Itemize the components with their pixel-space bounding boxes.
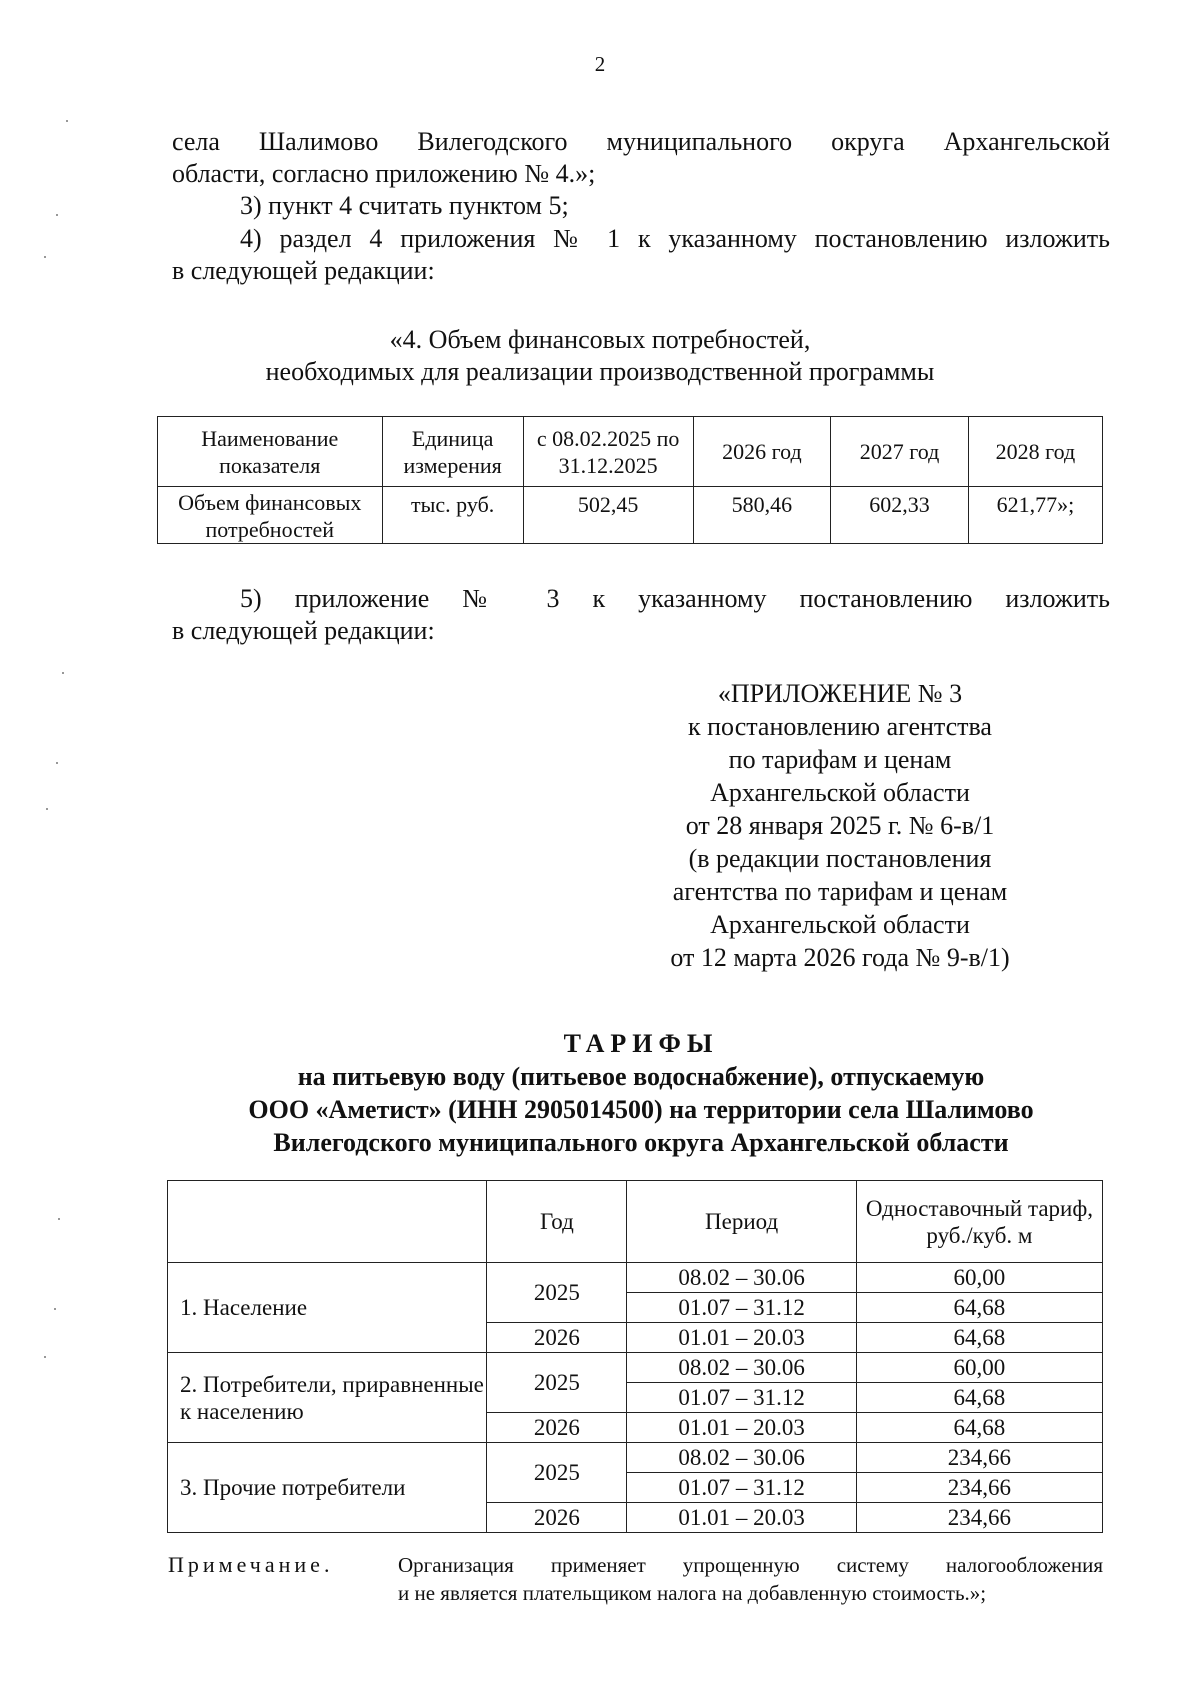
appendix-line: от 28 января 2025 г. № 6-в/1	[685, 811, 995, 840]
item-4-line-1: 4) раздел 4 приложения № 1 к указанному постановлению изложить	[240, 224, 1110, 253]
tariffs-title: ТАРИФЫ	[563, 1029, 719, 1058]
row-cell: тыс. руб.	[382, 487, 523, 544]
scan-mark	[44, 256, 46, 258]
year-cell: 2026	[487, 1413, 627, 1443]
header-cell: Единица измерения	[382, 417, 523, 487]
scan-mark	[56, 762, 58, 764]
appendix-line: к постановлению агентства	[688, 712, 992, 741]
row-cell: 602,33	[831, 487, 969, 544]
period-cell: 01.07 – 31.12	[627, 1293, 856, 1323]
header-cell: Период	[627, 1181, 856, 1263]
header-cell: 2026 год	[693, 417, 831, 487]
scan-mark	[44, 1356, 46, 1358]
section4-title-line-2: необходимых для реализации производственной программы	[265, 357, 935, 386]
intro-line-1: села Шалимово Вилегодского муниципального округа Архангельской	[172, 127, 1110, 156]
scan-mark	[46, 808, 48, 810]
header-cell: 2027 год	[831, 417, 969, 487]
period-cell: 08.02 – 30.06	[627, 1263, 856, 1293]
year-cell: 2025	[487, 1353, 627, 1413]
appendix-line: Архангельской области	[710, 778, 970, 807]
tariff-cell: 64,68	[856, 1413, 1102, 1443]
tariffs-table	[167, 1180, 1103, 1533]
table-row	[168, 1443, 1103, 1473]
category-cell: 2. Потребители, приравненные к населению	[168, 1353, 487, 1443]
appendix-line: «ПРИЛОЖЕНИЕ № 3	[717, 679, 963, 708]
period-cell: 01.07 – 31.12	[627, 1383, 856, 1413]
period-cell: 08.02 – 30.06	[627, 1443, 856, 1473]
row-cell: 580,46	[693, 487, 831, 544]
year-cell: 2025	[487, 1263, 627, 1323]
tariffs-subtitle-line-3: Вилегодского муниципального округа Архангельской области	[273, 1128, 1009, 1157]
period-cell: 01.01 – 20.03	[627, 1503, 856, 1533]
appendix-line: Архангельской области	[710, 910, 970, 939]
appendix-line: по тарифам и ценам	[728, 745, 952, 774]
table-row	[168, 1353, 1103, 1383]
note-line-1: Организация применяет упрощенную систему налогообложения	[398, 1553, 1103, 1577]
scan-mark	[54, 1308, 56, 1310]
intro-line-2: области, согласно приложению № 4.»;	[172, 159, 596, 188]
header-cell: Одноставочный тариф, руб./куб. м	[856, 1181, 1102, 1263]
period-cell: 01.01 – 20.03	[627, 1323, 856, 1353]
tariff-cell: 234,66	[856, 1443, 1102, 1473]
page-number: 2	[594, 52, 606, 76]
category-cell: 1. Население	[168, 1263, 487, 1353]
header-cell: с 08.02.2025 по 31.12.2025	[523, 417, 693, 487]
period-cell: 01.01 – 20.03	[627, 1413, 856, 1443]
tariff-cell: 234,66	[856, 1473, 1102, 1503]
period-cell: 08.02 – 30.06	[627, 1353, 856, 1383]
section4-title-line-1: «4. Объем финансовых потребностей,	[389, 325, 811, 354]
header-cell: Год	[487, 1181, 627, 1263]
scan-mark	[58, 1218, 60, 1220]
note-line-2: и не является плательщиком налога на добавленную стоимость.»;	[398, 1581, 987, 1605]
row-cell: Объем финансовых потребностей	[158, 487, 383, 544]
row-cell: 502,45	[523, 487, 693, 544]
financial-needs-table	[157, 416, 1103, 544]
header-cell: 2028 год	[968, 417, 1102, 487]
tariff-cell: 64,68	[856, 1293, 1102, 1323]
item-3: 3) пункт 4 считать пунктом 5;	[240, 191, 569, 220]
table-row	[168, 1263, 1103, 1293]
tariff-cell: 60,00	[856, 1263, 1102, 1293]
scan-mark	[56, 214, 58, 216]
tariff-cell: 64,68	[856, 1323, 1102, 1353]
table-header-row	[158, 417, 1103, 487]
appendix-line: от 12 марта 2026 года № 9-в/1)	[670, 943, 1010, 972]
tariffs-subtitle-line-1: на питьевую воду (питьевое водоснабжение), отпускаемую	[297, 1062, 985, 1091]
year-cell: 2026	[487, 1323, 627, 1353]
row-cell: 621,77»;	[968, 487, 1102, 544]
header-cell	[168, 1181, 487, 1263]
scan-mark	[66, 120, 68, 122]
table-row	[158, 487, 1103, 544]
tariff-cell: 234,66	[856, 1503, 1102, 1533]
year-cell: 2025	[487, 1443, 627, 1503]
item-5-line-2: в следующей редакции:	[172, 616, 435, 645]
header-cell: Наименование показателя	[158, 417, 383, 487]
item-4-line-2: в следующей редакции:	[172, 256, 435, 285]
table-header-row	[168, 1181, 1103, 1263]
category-cell: 3. Прочие потребители	[168, 1443, 487, 1533]
item-5-line-1: 5) приложение № 3 к указанному постановлению изложить	[240, 584, 1110, 613]
tariff-cell: 64,68	[856, 1383, 1102, 1413]
appendix-line: агентства по тарифам и ценам	[672, 877, 1008, 906]
appendix-line: (в редакции постановления	[688, 844, 992, 873]
year-cell: 2026	[487, 1503, 627, 1533]
period-cell: 01.07 – 31.12	[627, 1473, 856, 1503]
scan-mark	[62, 672, 64, 674]
tariffs-subtitle-line-2: ООО «Аметист» (ИНН 2905014500) на территории села Шалимово	[248, 1095, 1034, 1124]
tariff-cell: 60,00	[856, 1353, 1102, 1383]
note-label: Примечание.	[168, 1552, 334, 1577]
